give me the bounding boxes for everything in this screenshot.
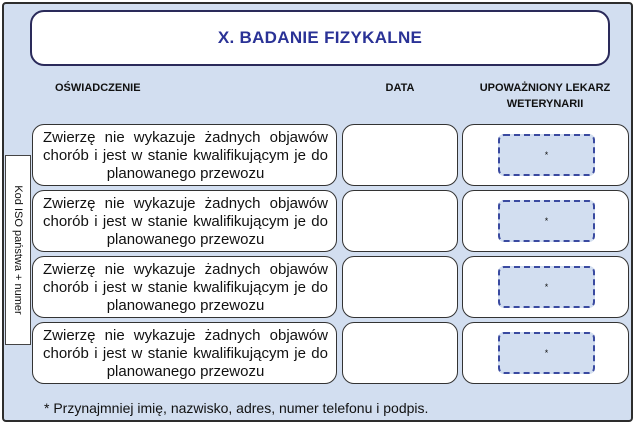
section-title-box [30,10,610,66]
date-cell[interactable] [342,256,458,318]
column-header-vet-line1: UPOWAŻNIONY LEKARZ [479,82,611,94]
vet-cell [462,190,629,252]
stamp-box[interactable] [498,134,595,176]
statement-row [0,124,637,186]
stamp-mark: * [544,216,549,226]
statement-cell: Zwierzę nie wykazuje żadnych objawów chorób i jest w stanie kwalifikującym je do planowanego przewozu [32,124,337,186]
column-header-statement: OŚWIADCZENIE [55,82,141,94]
section-title: X. BADANIE FIZYKALNE [217,28,423,47]
date-cell[interactable] [342,322,458,384]
statement-row [0,190,637,252]
statement-row [0,322,637,384]
stamp-mark: * [544,150,549,160]
stamp-mark: * [544,282,549,292]
footnote: * Przynajmniej imię, nazwisko, adres, numer telefonu i podpis. [44,400,429,416]
column-header-vet [455,80,635,112]
stamp-box[interactable] [498,200,595,242]
vet-cell [462,124,629,186]
date-cell[interactable] [342,124,458,186]
statement-cell: Zwierzę nie wykazuje żadnych objawów chorób i jest w stanie kwalifikującym je do planowanego przewozu [32,190,337,252]
stamp-mark: * [544,348,549,358]
vet-cell [462,322,629,384]
statement-row [0,256,637,318]
stamp-box[interactable] [498,332,595,374]
side-tab-label: Kod ISO państwa + numer [12,185,24,315]
date-cell[interactable] [342,190,458,252]
vet-cell [462,256,629,318]
stamp-box[interactable] [498,266,595,308]
column-header-date: DATA [385,82,415,94]
column-header-vet-line2: WETERYNARII [506,98,584,110]
statement-cell: Zwierzę nie wykazuje żadnych objawów chorób i jest w stanie kwalifikującym je do planowanego przewozu [32,322,337,384]
statement-cell: Zwierzę nie wykazuje żadnych objawów chorób i jest w stanie kwalifikującym je do planowanego przewozu [32,256,337,318]
